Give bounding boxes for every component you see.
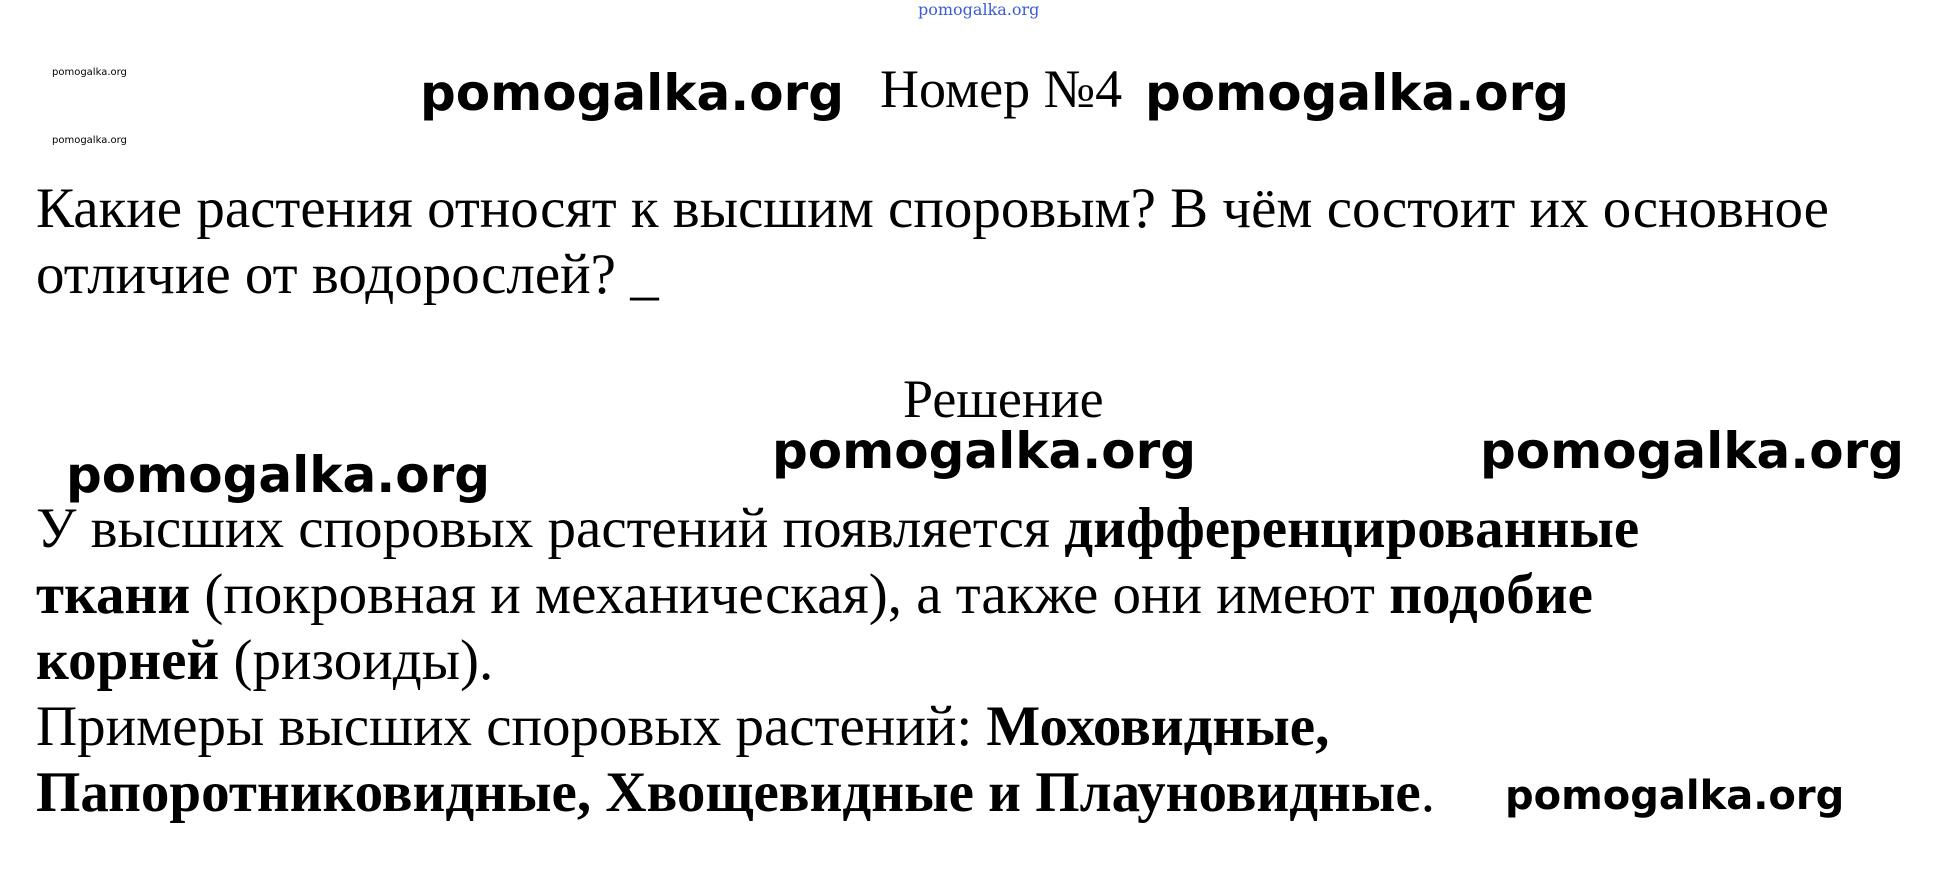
answer-line-3: корней (ризоиды). [36, 629, 494, 692]
page-title: Номер №4 [880, 59, 1123, 119]
term-roots-cont: корней [36, 629, 220, 692]
tiny-watermark-1: pomogalka.org [52, 67, 127, 78]
mid-watermark-right: pomogalka.org [1480, 422, 1905, 480]
example-mosses: Моховидные, [986, 695, 1330, 758]
title-watermark-right: pomogalka.org [1145, 64, 1570, 122]
title-watermark-left: pomogalka.org [420, 64, 845, 122]
question-line-2: отличие от водорослей? _ [36, 243, 659, 306]
tiny-watermark-2: pomogalka.org [52, 135, 127, 146]
question-line-1: Какие растения относят к высшим споровым? В чём состоит их основное [36, 177, 1829, 240]
example-list: Папоротниковидные, Хвощевидные и Плауновидные [36, 761, 1421, 824]
term-tissues: дифференцированные [1064, 497, 1640, 560]
answer-line-1: У высших споровых растений появляется дифференцированные [36, 497, 1640, 560]
top-watermark: pomogalka.org [918, 0, 1040, 19]
answer-line-4: Примеры высших споровых растений: Моховидные, [36, 695, 1330, 758]
end-watermark: pomogalka.org [1505, 773, 1845, 819]
question-text [36, 176, 1926, 308]
term-roots: подобие [1389, 563, 1593, 626]
answer-line-5: Папоротниковидные, Хвощевидные и Плауновидные. [36, 761, 1435, 824]
mid-watermark-left: pomogalka.org [66, 446, 491, 504]
solution-heading: Решение [903, 369, 1104, 429]
mid-watermark-center: pomogalka.org [772, 422, 1197, 480]
term-tissues-cont: ткани [36, 563, 191, 626]
answer-line-2: ткани (покровная и механическая), а также они имеют подобие [36, 563, 1593, 626]
